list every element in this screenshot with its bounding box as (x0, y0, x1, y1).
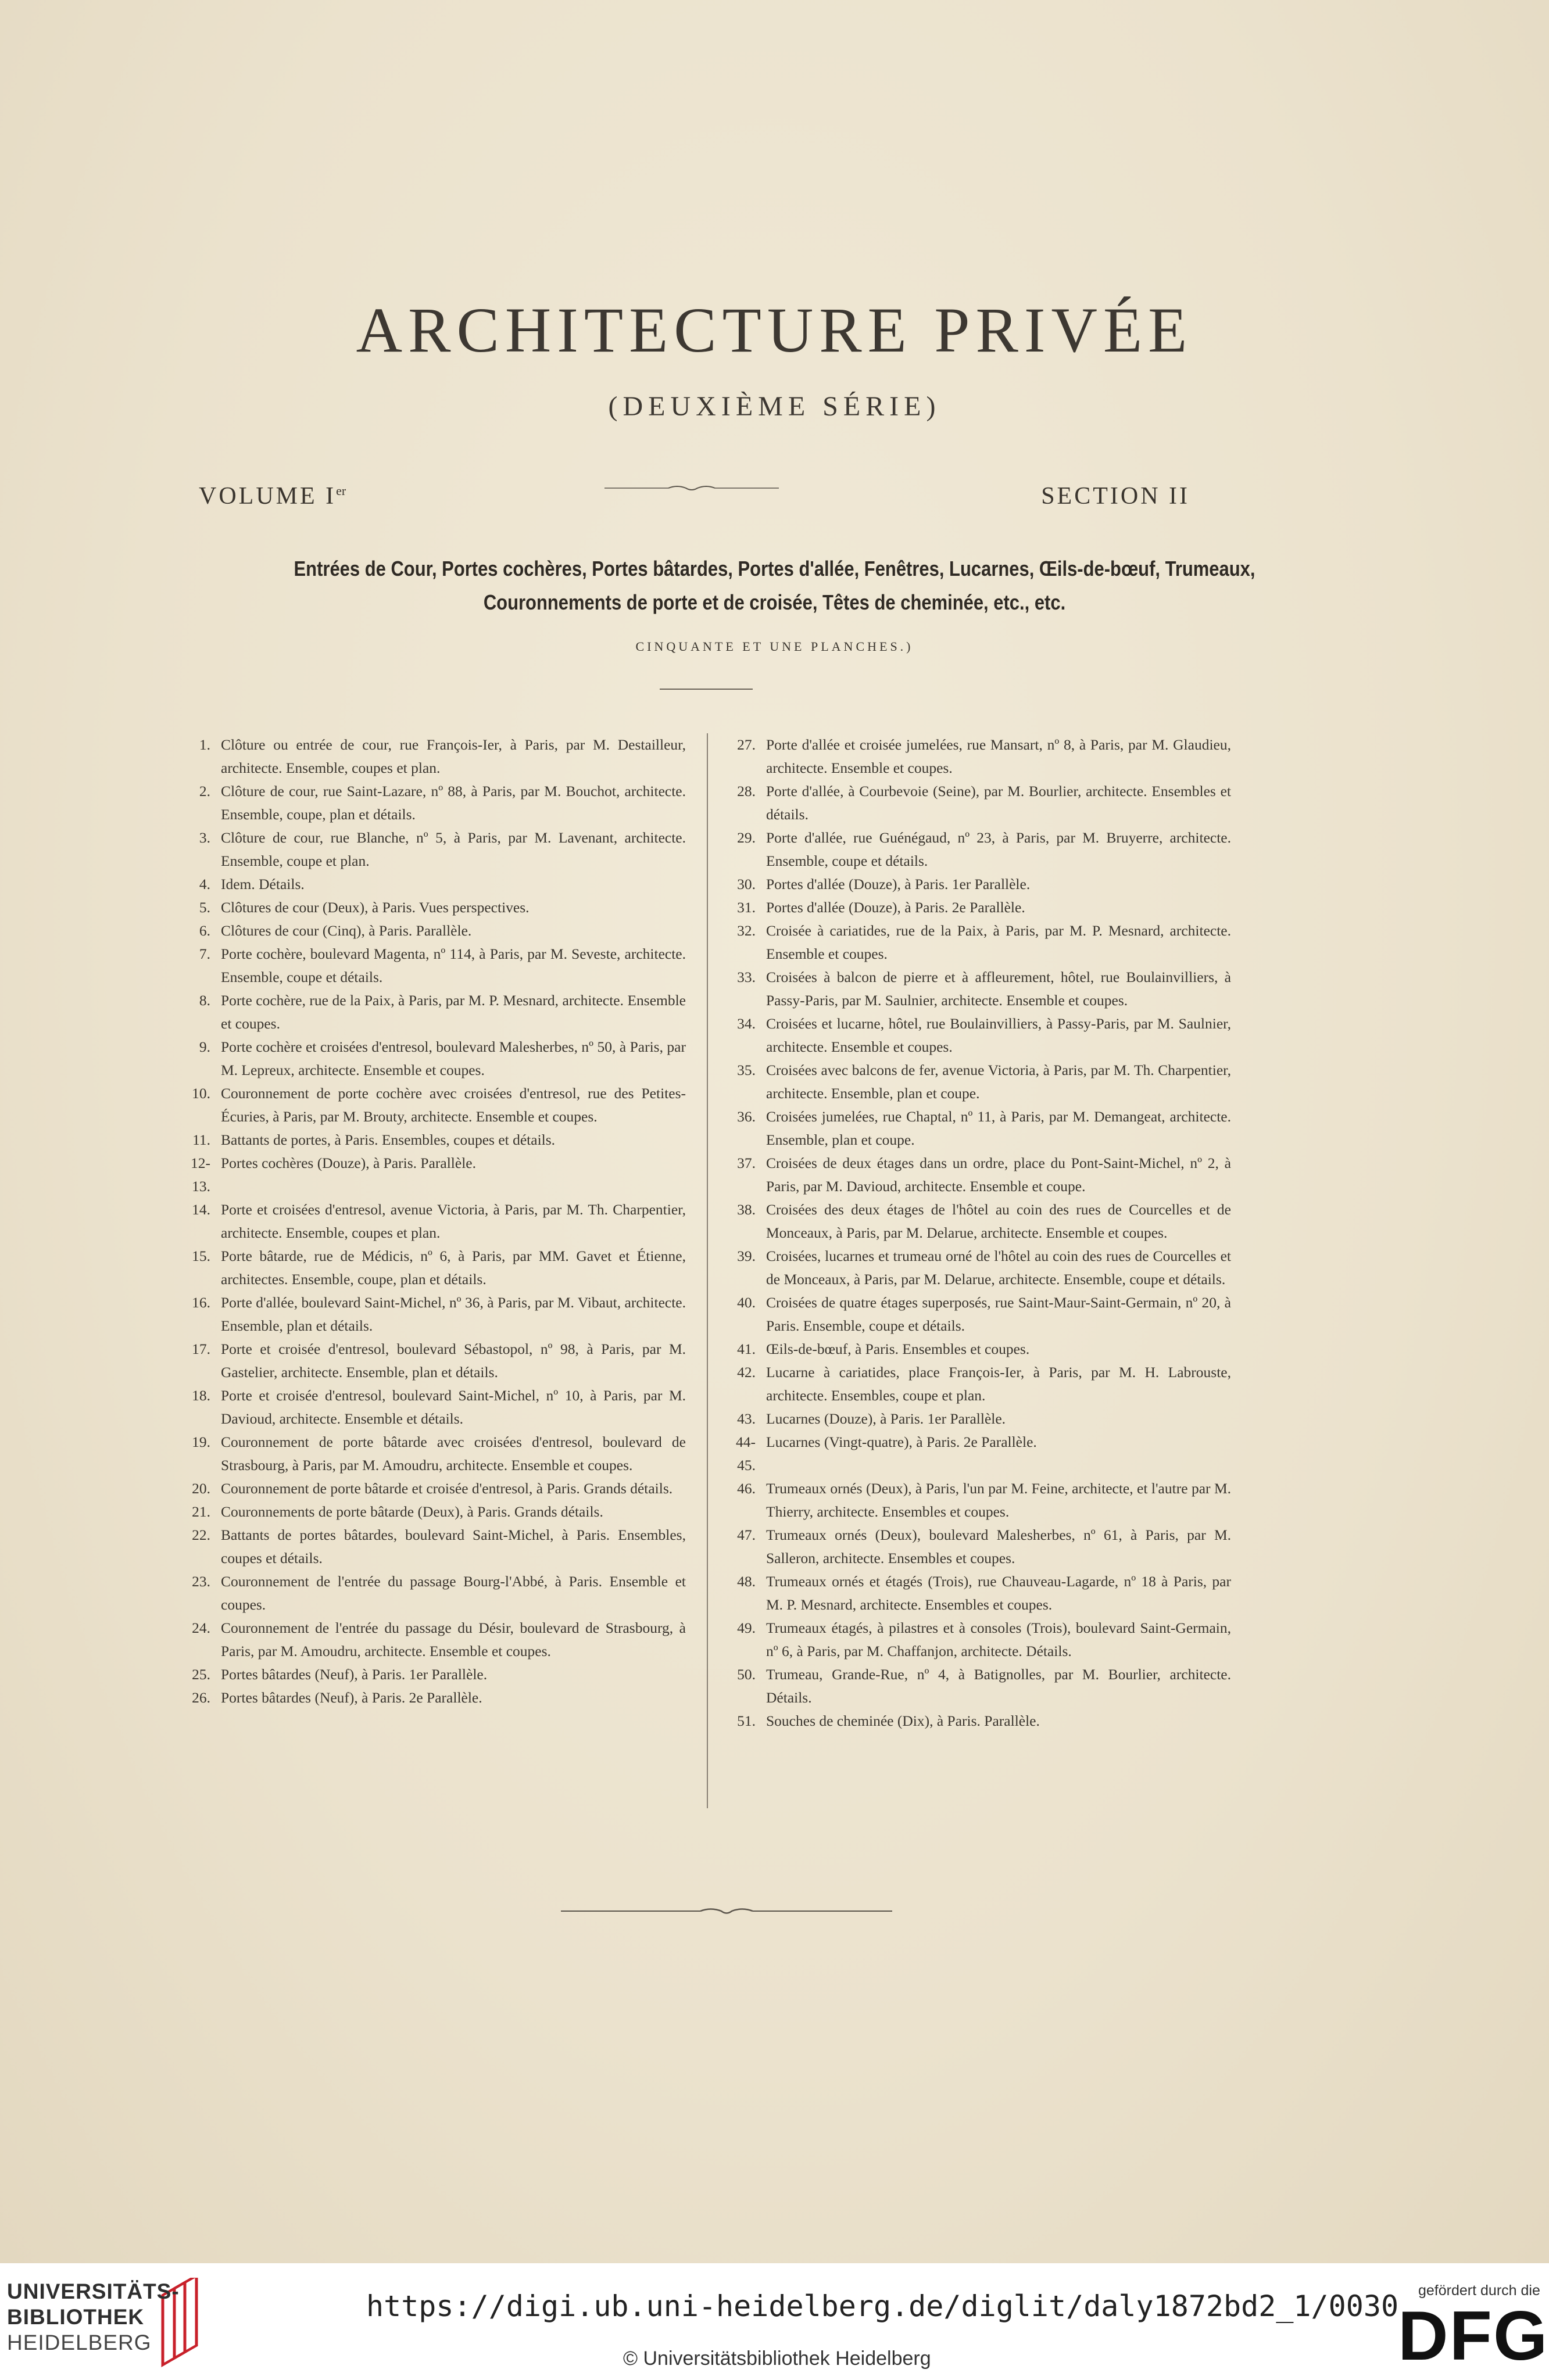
contents-entry (174, 1431, 686, 1477)
entry-text: Couronnements de porte bâtarde (Deux), à Paris. Grands détails. (221, 1503, 603, 1520)
logo-line-1: UNIVERSITÄTS- (7, 2279, 180, 2303)
entry-number: 7. (199, 945, 210, 962)
description-line-1: Entrées de Cour, Portes cochères, Portes bâtardes, Portes d'allée, Fenêtres, Lucarnes, Œils-de-bœuf, Trumeaux, (294, 557, 1255, 580)
entry-text: Trumeaux étagés, à pilastres et à consoles (Trois), boulevard Saint-Germain, nº 6, à Paris, par M. Chaffanjon, architecte. Détails. (766, 1619, 1231, 1659)
contents-entry (720, 826, 1231, 873)
entry-number: 51. (737, 1712, 756, 1729)
contents-entry (174, 1384, 686, 1431)
entry-number: 30. (737, 876, 756, 892)
entry-number: 16. (192, 1294, 210, 1311)
entry-number: 49. (737, 1619, 756, 1636)
plates-count: CINQUANTE ET UNE PLANCHES.) (635, 639, 914, 654)
volume-text: VOLUME I (199, 483, 337, 510)
entry-text: Clôture ou entrée de cour, rue François-Ier, à Paris, par M. Destailleur, architecte. Ensemble, coupes et plan. (221, 736, 686, 776)
entry-text: Couronnement de porte bâtarde et croisée d'entresol, à Paris. Grands détails. (221, 1480, 673, 1497)
contents-entry (174, 1245, 686, 1291)
column-divider (707, 733, 708, 1808)
entry-number: 14. (192, 1201, 210, 1218)
contents-entry (720, 1570, 1231, 1616)
entry-text: Croisées à balcon de pierre et à affleurement, hôtel, rue Boulainvilliers, à Passy-Paris, par M. Saulnier, architecte. Ensemble et coupes. (766, 969, 1231, 1009)
entry-text: Œils-de-bœuf, à Paris. Ensembles et coupes. (766, 1340, 1030, 1357)
contents-entry (174, 1082, 686, 1128)
entry-number: 21. (192, 1503, 210, 1520)
entry-text: Clôture de cour, rue Saint-Lazare, nº 88, à Paris, par M. Bouchot, architecte. Ensemble, coupe, plan et détails. (221, 783, 686, 823)
contents-entry (720, 1059, 1231, 1105)
entry-number: 18. (192, 1387, 210, 1404)
contents-entry (720, 1709, 1231, 1733)
entry-text: Porte d'allée, boulevard Saint-Michel, nº 36, à Paris, par M. Vibaut, architecte. Ensemble, plan et détails. (221, 1294, 686, 1334)
contents-entry (174, 942, 686, 989)
description-line-2: Couronnements de porte et de croisée, Têtes de cheminée, etc., etc. (483, 590, 1066, 614)
entry-number: 27. (737, 736, 756, 753)
entry-number: 12-13. (191, 1155, 210, 1195)
contents-entry (174, 896, 686, 919)
contents-entry (174, 873, 686, 896)
entry-text: Croisées avec balcons de fer, avenue Victoria, à Paris, par M. Th. Charpentier, architecte. Ensemble, plan et coupe. (766, 1062, 1231, 1102)
contents-entry (720, 1338, 1231, 1361)
contents-column-right (720, 733, 1231, 1733)
entry-number: 32. (737, 922, 756, 939)
entry-number: 28. (737, 783, 756, 800)
copyright-notice: © Universitätsbibliothek Heidelberg (623, 2347, 931, 2370)
entry-text: Clôture de cour, rue Blanche, nº 5, à Paris, par M. Lavenant, architecte. Ensemble, coupe et plan. (221, 829, 686, 869)
volume-superscript: er (336, 483, 346, 498)
contents-entry (174, 780, 686, 826)
contents-entry (174, 989, 686, 1035)
contents-entry (174, 1152, 686, 1198)
entry-number: 10. (192, 1085, 210, 1102)
entry-number: 50. (737, 1666, 756, 1683)
entry-text: Battants de portes bâtardes, boulevard Saint-Michel, à Paris. Ensembles, coupes et détails. (221, 1526, 686, 1567)
entry-text: Souches de cheminée (Dix), à Paris. Parallèle. (766, 1712, 1040, 1729)
entry-text: Lucarne à cariatides, place François-Ier, à Paris, par M. H. Labrouste, architecte. Ensembles, coupe et plan. (766, 1364, 1231, 1404)
permalink-url[interactable]: https://digi.ub.uni-heidelberg.de/diglit/daly1872bd2_1/0030 (366, 2289, 1399, 2323)
contents-entry (174, 1291, 686, 1338)
entry-number: 46. (737, 1480, 756, 1497)
entry-number: 22. (192, 1526, 210, 1543)
contents-entry (720, 1663, 1231, 1709)
entry-text: Clôtures de cour (Deux), à Paris. Vues perspectives. (221, 899, 530, 916)
entry-text: Portes d'allée (Douze), à Paris. 2e Parallèle. (766, 899, 1025, 916)
entry-text: Couronnement de l'entrée du passage du Désir, boulevard de Strasbourg, à Paris, par M. Amoudru, architecte. Ensemble et coupes. (221, 1619, 686, 1659)
entry-text: Couronnement de porte cochère avec croisées d'entresol, rue des Petites-Écuries, à Paris, par M. Brouty, architecte. Ensemble et coupes. (221, 1085, 686, 1125)
contents-entry (720, 1407, 1231, 1431)
entry-text: Portes bâtardes (Neuf), à Paris. 1er Parallèle. (221, 1666, 488, 1683)
entry-number: 42. (737, 1364, 756, 1381)
divider-rule (660, 689, 753, 690)
entry-text: Trumeaux ornés (Deux), à Paris, l'un par M. Feine, architecte, et l'autre par M. Thierry, architecte. Ensembles et coupes. (766, 1480, 1231, 1520)
contents-entry (720, 1152, 1231, 1198)
contents-entry (174, 1198, 686, 1245)
contents-entry (174, 1128, 686, 1152)
page-subtitle: (DEUXIÈME SÉRIE) (608, 391, 941, 422)
entry-number: 36. (737, 1108, 756, 1125)
entry-text: Porte cochère, rue de la Paix, à Paris, par M. P. Mesnard, architecte. Ensemble et coupes. (221, 992, 686, 1032)
page-title: ARCHITECTURE PRIVÉE (356, 295, 1193, 365)
entry-number: 47. (737, 1526, 756, 1543)
section-label: SECTION II (1041, 483, 1190, 510)
contents-entry (720, 780, 1231, 826)
entry-text: Croisées de quatre étages superposés, rue Saint-Maur-Saint-Germain, nº 20, à Paris. Ensemble, coupe et détails. (766, 1294, 1231, 1334)
contents-entry (174, 1686, 686, 1709)
contents-entry (174, 1616, 686, 1663)
entry-number: 33. (737, 969, 756, 985)
entry-number: 40. (737, 1294, 756, 1311)
contents-entry (720, 966, 1231, 1012)
logo-line-3: HEIDELBERG (7, 2331, 152, 2354)
entry-number: 35. (737, 1062, 756, 1078)
contents-entry (720, 1361, 1231, 1407)
dfg-caption: gefördert durch die (1418, 2282, 1540, 2299)
contents-entry (174, 1035, 686, 1082)
entry-text: Porte d'allée et croisée jumelées, rue Mansart, nº 8, à Paris, par M. Glaudieu, architecte. Ensemble et coupes. (766, 736, 1231, 776)
entry-text: Trumeaux ornés (Deux), boulevard Malesherbes, nº 61, à Paris, par M. Salleron, architecte. Ensembles et coupes. (766, 1526, 1231, 1567)
entry-text: Trumeaux ornés et étagés (Trois), rue Chauveau-Lagarde, nº 18 à Paris, par M. P. Mesnard, architecte. Ensembles et coupes. (766, 1573, 1231, 1613)
entry-text: Portes bâtardes (Neuf), à Paris. 2e Parallèle. (221, 1689, 482, 1706)
contents-entry (174, 1500, 686, 1524)
entry-text: Porte cochère, boulevard Magenta, nº 114, à Paris, par M. Seveste, architecte. Ensemble, coupe et détails. (221, 945, 686, 985)
entry-number: 20. (192, 1480, 210, 1497)
entry-number: 34. (737, 1015, 756, 1032)
contents-entry (720, 1524, 1231, 1570)
contents-entry (174, 733, 686, 780)
entry-text: Idem. Détails. (221, 876, 305, 892)
entry-number: 43. (737, 1410, 756, 1427)
entry-number: 15. (192, 1248, 210, 1264)
contents-entry (720, 1616, 1231, 1663)
entry-number: 29. (737, 829, 756, 846)
entry-text: Lucarnes (Vingt-quatre), à Paris. 2e Parallèle. (766, 1433, 1037, 1450)
entry-text: Croisées de deux étages dans un ordre, place du Pont-Saint-Michel, nº 2, à Paris, par M. Davioud, architecte. Ensemble et coupe. (766, 1155, 1231, 1195)
entry-number: 1. (199, 736, 210, 753)
entry-number: 24. (192, 1619, 210, 1636)
entry-number: 17. (192, 1340, 210, 1357)
entry-number: 8. (199, 992, 210, 1009)
entry-text: Clôtures de cour (Cinq), à Paris. Parallèle. (221, 922, 472, 939)
entry-number: 48. (737, 1573, 756, 1590)
entry-number: 5. (199, 899, 210, 916)
volume-description (259, 552, 1291, 619)
entry-number: 44-45. (736, 1433, 756, 1474)
contents-column-left (174, 733, 686, 1709)
entry-text: Trumeau, Grande-Rue, nº 4, à Batignolles, par M. Bourlier, architecte. Détails. (766, 1666, 1231, 1706)
entry-text: Croisées et lucarne, hôtel, rue Boulainvilliers, à Passy-Paris, par M. Saulnier, architecte. Ensemble et coupes. (766, 1015, 1231, 1055)
entry-number: 31. (737, 899, 756, 916)
contents-entry (174, 919, 686, 942)
contents-entry (720, 896, 1231, 919)
entry-number: 4. (199, 876, 210, 892)
contents-entry (720, 1105, 1231, 1152)
contents-entry (720, 873, 1231, 896)
entry-text: Porte d'allée, rue Guénégaud, nº 23, à Paris, par M. Bruyerre, architecte. Ensemble, coupe et détails. (766, 829, 1231, 869)
entry-number: 25. (192, 1666, 210, 1683)
entry-number: 41. (737, 1340, 756, 1357)
contents-entry (174, 1663, 686, 1686)
dfg-logo: DFG (1398, 2297, 1549, 2375)
entry-text: Croisée à cariatides, rue de la Paix, à Paris, par M. P. Mesnard, architecte. Ensemble et coupes. (766, 922, 1231, 962)
contents-entry (174, 1524, 686, 1570)
entry-number: 26. (192, 1689, 210, 1706)
entry-text: Porte et croisée d'entresol, boulevard Saint-Michel, nº 10, à Paris, par M. Davioud, architecte. Ensemble et détails. (221, 1387, 686, 1427)
entry-number: 38. (737, 1201, 756, 1218)
header-ornament (604, 485, 779, 492)
contents-entry (720, 919, 1231, 966)
contents-entry (720, 1245, 1231, 1291)
contents-entry (720, 1431, 1231, 1477)
contents-entry (720, 1291, 1231, 1338)
contents-entry (720, 1477, 1231, 1524)
entry-text: Portes d'allée (Douze), à Paris. 1er Parallèle. (766, 876, 1031, 892)
contents-entry (174, 1570, 686, 1616)
entry-text: Croisées, lucarnes et trumeau orné de l'hôtel au coin des rues de Courcelles et de Monceaux, à Paris, par M. Delarue, architecte. Ensemble, coupe et détails. (766, 1248, 1231, 1288)
entry-text: Croisées jumelées, rue Chaptal, nº 11, à Paris, par M. Demangeat, architecte. Ensemble, plan et coupe. (766, 1108, 1231, 1148)
contents-entry (174, 1477, 686, 1500)
entry-text: Battants de portes, à Paris. Ensembles, coupes et détails. (221, 1131, 556, 1148)
entry-text: Lucarnes (Douze), à Paris. 1er Parallèle. (766, 1410, 1006, 1427)
contents-entry (720, 733, 1231, 780)
entry-number: 39. (737, 1248, 756, 1264)
entry-text: Porte et croisée d'entresol, boulevard Sébastopol, nº 98, à Paris, par M. Gastelier, architecte. Ensemble, plan et détails. (221, 1340, 686, 1381)
entry-number: 19. (192, 1433, 210, 1450)
contents-entry (720, 1012, 1231, 1059)
entry-text: Couronnement de porte bâtarde avec croisées d'entresol, boulevard de Strasbourg, à Paris, par M. Amoudru, architecte. Ensemble et coupes. (221, 1433, 686, 1474)
entry-text: Croisées des deux étages de l'hôtel au coin des rues de Courcelles et de Monceaux, à Paris, par M. Delarue, architecte. Ensemble et coupes. (766, 1201, 1231, 1241)
entry-number: 3. (199, 829, 210, 846)
entry-number: 2. (199, 783, 210, 800)
entry-text: Porte bâtarde, rue de Médicis, nº 6, à Paris, par MM. Gavet et Étienne, architectes. Ensemble, coupe, plan et détails. (221, 1248, 686, 1288)
logo-line-2: BIBLIOTHEK (7, 2305, 145, 2329)
entry-number: 11. (192, 1131, 210, 1148)
entry-text: Couronnement de l'entrée du passage Bourg-l'Abbé, à Paris. Ensemble et coupes. (221, 1573, 686, 1613)
contents-entry (174, 1338, 686, 1384)
entry-number: 6. (199, 922, 210, 939)
entry-text: Porte d'allée, à Courbevoie (Seine), par M. Bourlier, architecte. Ensembles et détails. (766, 783, 1231, 823)
entry-number: 37. (737, 1155, 756, 1171)
entry-number: 9. (199, 1038, 210, 1055)
entry-text: Porte et croisées d'entresol, avenue Victoria, à Paris, par M. Th. Charpentier, architecte. Ensemble, coupes et plan. (221, 1201, 686, 1241)
bottom-ornament (561, 1907, 892, 1915)
contents-entry (720, 1198, 1231, 1245)
entry-text: Portes cochères (Douze), à Paris. Parallèle. (221, 1155, 476, 1171)
entry-number: 23. (192, 1573, 210, 1590)
volume-label (199, 482, 346, 510)
contents-entry (174, 826, 686, 873)
entry-text: Porte cochère et croisées d'entresol, boulevard Malesherbes, nº 50, à Paris, par M. Lepreux, architecte. Ensemble et coupes. (221, 1038, 686, 1078)
